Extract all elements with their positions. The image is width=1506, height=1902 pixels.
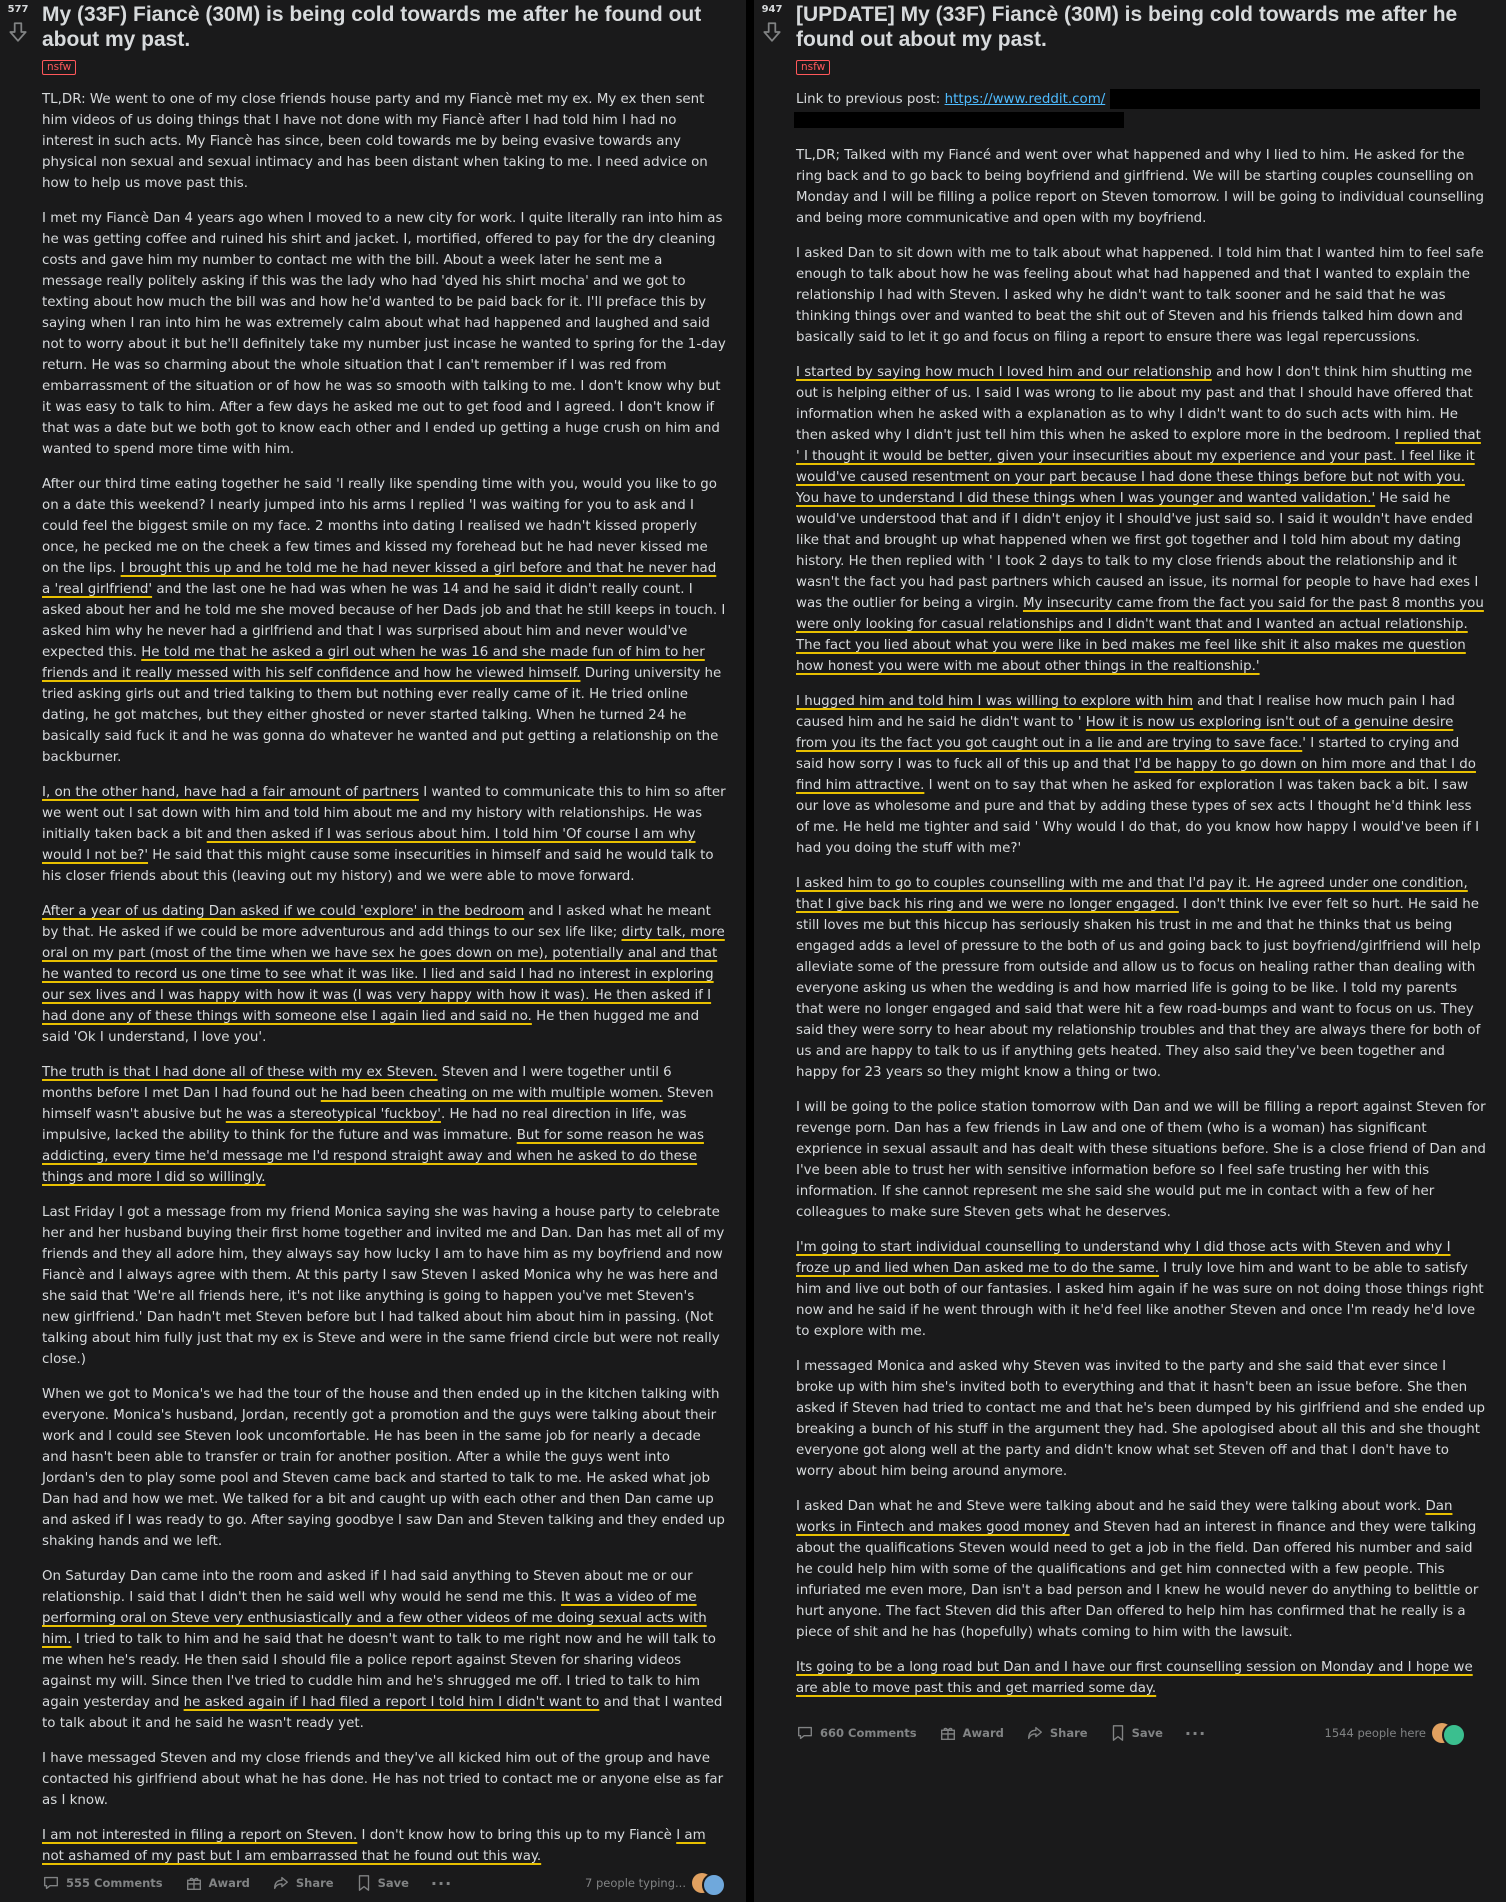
paragraph-text: . He had no real direction in life, was impulsive, lacked the ability to think for the future and was immature. — [42, 1107, 687, 1143]
highlighted-text: dirty talk, more oral on my part (most of the time when we have sex he goes down on me), potentially anal and that he wanted to record us one time to see what it was like. I lied and said I had no interest in exploring our sex lives and I was happy with how it was (I was very happy with how it was). He then asked if I had done any of these things with someone else I again lied and said no. — [42, 925, 725, 1024]
post-paragraph — [42, 1062, 726, 1188]
post-body — [42, 89, 726, 1867]
highlighted-text: I'd be happy to go down on him more and that I do find him attractive. — [796, 757, 1476, 793]
highlighted-text: How it is now us exploring isn't out of a genuine desire from you its the fact you got caught out in a lie and are trying to save face. — [796, 715, 1454, 751]
post-title[interactable]: My (33F) Fiancè (30M) is being cold towards me after he found out about my past. — [42, 3, 702, 51]
post-paragraph — [42, 89, 726, 194]
post-paragraph — [796, 362, 1486, 677]
highlighted-text: The truth is that I had done all of these with my ex Steven. — [42, 1065, 438, 1080]
more-options-icon[interactable]: ··· — [1184, 1723, 1207, 1743]
highlighted-text: I am not interested in filing a report on Steven. — [42, 1828, 358, 1843]
post-paragraph — [796, 1097, 1486, 1223]
save-button[interactable] — [356, 1874, 409, 1892]
post-title[interactable]: [UPDATE] My (33F) Fiancè (30M) is being cold towards me after he found out about my past. — [796, 3, 1458, 51]
paragraph-text: I messaged Monica and asked why Steven was invited to the party and she said that ever since I broke up with him she's invited both to everything and that it hasn't been an issue before. She then asked if Steven had tried to contact me and that he's been dumped by his girlfriend and she ended up breaking a bunch of his stuff in the argument they had. She apologised about all this and she thought everyone got along well at the party and didn't know what set Steven off and that I don't have to worry about him being around anymore. — [796, 1359, 1485, 1479]
highlighted-text: he was a stereotypical 'fuckboy' — [225, 1107, 441, 1122]
paragraph-text: I went on to say that when he asked for exploration I was taken back a bit. I saw our love as wholesome and pure and that by adding these types of sex acts I thought he'd think less of me. He held me tighter and said ' Why would I do that, do you know how happy I would've been if I had you doing the stuff with me?' — [796, 778, 1480, 856]
post-footer — [42, 1867, 726, 1899]
highlighted-text: My insecurity came from the fact you said for the past 8 months you were only looking for casual relationships and I didn't want that and I wanted an actual relationship. The fact you lied about what you were like in bed makes me feel like shit it also makes me question how honest you were with me about other things in the realtionship.' — [796, 596, 1484, 674]
paragraph-text: He then hugged me and said 'Ok I understand, I love you'. — [42, 1009, 700, 1045]
highlighted-text: I am not ashamed of my past but I am embarrassed that he found out this way. — [42, 1828, 706, 1864]
paragraph-text: I don't know how to bring this up to my Fiancè — [357, 1828, 677, 1843]
award-button[interactable] — [939, 1724, 1004, 1742]
post-paragraph — [42, 1384, 726, 1552]
panel-divider — [746, 0, 754, 1902]
post-paragraph — [42, 474, 726, 768]
highlighted-text: I brought this up and he told me he had never kissed a girl before and that he never had a 'real girlfriend' — [42, 561, 717, 597]
update-post — [754, 0, 1506, 1902]
share-label: Share — [1049, 1726, 1088, 1740]
paragraph-text: Steven and I were together until 6 months before I met Dan I had found out — [42, 1065, 672, 1101]
previous-post-link[interactable]: https://www.reddit.com/ — [944, 92, 1106, 107]
highlighted-text: I replied that ' I thought it would be better, given your insecurities about my experience and your past. I feel like it would've caused resentment on your part because I had done these things before but not with you. You have to understand I did these things when I was younger and wanted validation.' — [796, 428, 1481, 506]
paragraph-text: I wanted to communicate this to him so after we went out I sat down with him and told him about me and my history with relationships. He was initially taken back a bit — [42, 785, 726, 842]
nsfw-badge: nsfw — [42, 60, 76, 75]
share-button[interactable] — [1026, 1724, 1088, 1742]
post-footer — [796, 1717, 1486, 1749]
comments-count: 555 Comments — [66, 1876, 163, 1890]
paragraph-text: I asked Dan what he and Steve were talking about and he said they were talking about work. — [796, 1499, 1426, 1514]
paragraph-text: He said he would've understood that and if I didn't enjoy it I should've just said so. I said it wouldn't have ended like that and brought up what happened when we first got together and I told him about my dating history. He then replied with ' I took 2 days to talk to my close friends about the relationship and it wasn't the fact you had past partners which caused an issue, its normal for people to have had exes I was the outlier for being a virgin. — [796, 491, 1479, 611]
paragraph-text: Last Friday I got a message from my friend Monica saying she was having a house party to celebrate her and her husband buying their first home together and invited me and Dan. Dan has met all of my friends and they all adore him, they always say how lucky I am to have him as my boyfriend and now Fiancè and I always agree with them. At this party I saw Steven I asked Monica why he was here and she said that 'We're all friends here, it's not like anything is going to happen you've met Steven's new girlfriend.' Dan hadn't met Steven before but I had talked about him about him in passing. (Not talking about him fully just that my ex is Steve and were in the same friend circle but were not really close.) — [42, 1205, 725, 1367]
paragraph-text: and the last one he had was when he was 14 and he said it didn't really count. I asked about her and he told me she moved because of her Dads job and that he still keeps in touch. I asked him why he never had a girlfriend and that I was surprised about him and never would've expected this. — [42, 582, 726, 660]
post-paragraph — [42, 1825, 726, 1867]
post-content — [796, 0, 1486, 1713]
highlighted-text: He told me that he asked a girl out when he was 16 and she made fun of him to her friends and it really messed with his self confidence and how he viewed himself. — [42, 645, 705, 681]
paragraph-text: I don't think Ive ever felt so hurt. He said he still loves me but this hiccup has seriously shaken his trust in me and that he thinks that us being engaged adds a level of pressure to the both of us and going back to just boyfriend/girlfriend will help alleviate some of the pressure from outside and allow us to focus on healing rather than dealing with everyone asking us when the wedding is and how married life is going to be like. I told my parents that were no longer engaged and said that were hit a few road-bumps and want to focus on us. They said they were sorry to hear about my relationship troubles and that they are always there for both of us and are happy to talk to us if anything gets heated. They also said they've been together and happy for 23 years so they might know a thing or two. — [796, 897, 1481, 1080]
highlighted-text: Dan works in Fintech and makes good money — [796, 1499, 1453, 1535]
paragraph-text: and I asked what he meant by that. He asked if we could be more adventurous and add things to our sex life like; — [42, 904, 711, 940]
post-paragraph — [42, 1748, 726, 1811]
highlighted-text: I, on the other hand, have had a fair amount of partners — [42, 785, 419, 800]
award-label: Award — [208, 1876, 250, 1890]
highlighted-text: and then asked if I was serious about him. I told him 'Of course I am why would I not be?' — [42, 827, 696, 863]
post-paragraph — [42, 782, 726, 887]
downvote-icon[interactable] — [7, 21, 29, 43]
post-paragraph — [42, 208, 726, 460]
highlighted-text: But for some reason he was addicting, every time he'd message me I'd respond straight away and when he asked to do these things and more I did so willingly. — [42, 1128, 704, 1185]
comments-count: 660 Comments — [820, 1726, 917, 1740]
highlighted-text: It was a video of me performing oral on Steve very enthusiastically and a few other videos of me doing sexual acts with him. — [42, 1590, 707, 1647]
redacted-block — [1110, 89, 1480, 109]
vote-score: 947 — [761, 4, 783, 15]
downvote-icon[interactable] — [761, 21, 783, 43]
paragraph-text: He said that this might cause some insecurities in himself and said he would talk to his closer friends about this (leaving out my history) and we were able to move forward. — [42, 848, 714, 884]
vote-column — [754, 0, 790, 43]
post-text — [796, 145, 1486, 1699]
bookmark-icon — [1110, 1724, 1126, 1742]
paragraph-text: Steven himself wasn't abusive but — [42, 1086, 714, 1122]
post-paragraph — [796, 873, 1486, 1083]
viewers-text: 1544 people here — [1324, 1726, 1426, 1740]
post-paragraph — [42, 1202, 726, 1370]
post-paragraph — [796, 1657, 1486, 1699]
post-content — [42, 0, 726, 1881]
paragraph-text: TL,DR; Talked with my Fiancé and went over what happened and why I lied to him. He asked for the ring back and to go back to being boyfriend and girlfriend. We will be starting couples counselling on Monday and I will be filling a police report on Steven tomorrow. I will be going to individual counselling and being more communicative and open with my boyfriend. — [796, 148, 1485, 226]
highlighted-text: he asked again if I had filed a report I told him I didn't want to — [183, 1695, 600, 1710]
paragraph-text: and that I realise how much pain I had caused him and he said he didn't want to ' — [796, 694, 1455, 730]
previous-post-link-line — [796, 89, 1486, 131]
avatar — [702, 1873, 726, 1897]
paragraph-text: When we got to Monica's we had the tour of the house and then ended up in the kitchen talking with everyone. Monica's husband, Jordan, recently got a promotion and the guys were talking about their work and I could see Steven look uncomfortable. He has been in the same job for nearly a decade and hasn't been able to transfer or train for another position. After a while the guys went into Jordan's den to play some pool and Steven came back and started to talk to me. He asked what job Dan had and how we met. We talked for a bit and caught up with each other and then Dan came up and asked if I was ready to go. After saying goodbye I saw Dan and Steven talking and they ended up shaking hands and we left. — [42, 1387, 725, 1549]
paragraph-text: TL,DR: We went to one of my close friends house party and my Fiancè met my ex. My ex then sent him videos of us doing things that I have not done with my Fiancè after I had told him I had no interest in such acts. My Fiancè has since, been cold towards me by being evasive towards any physical non sexual and sexual intimacy and has been distant when taking to me. I need advice on how to help us move past this. — [42, 92, 708, 191]
avatar — [1442, 1723, 1466, 1747]
highlighted-text: I asked him to go to couples counselling with me and that I'd pay it. He agreed under one condition, that I give back his ring and we were no longer engaged. — [796, 876, 1468, 912]
save-button[interactable] — [1110, 1724, 1163, 1742]
comments-button[interactable] — [796, 1724, 917, 1742]
paragraph-text: After our third time eating together he said 'I really like spending time with you, would you like to go on a date this weekend? I nearly jumped into his arms I replied 'I was waiting for you to ask and I could feel the biggest smile on my face. 2 months into dating I realised we hadn't kissed properly once, he pecked me on the cheek a few times and kissed my forehead but he had never kissed me on the lips. — [42, 477, 717, 576]
highlighted-text: he had been cheating on me with multiple women. — [320, 1086, 663, 1101]
vote-score: 577 — [7, 4, 29, 15]
paragraph-text: I truly love him and want to be able to satisfy him and live out both of our fantasies. I asked him again if he was sure on not doing those things right now and he said if he went through with it he'd feel like another Steven and once I'm ready he'd love to explore with me. — [796, 1261, 1484, 1339]
paragraph-text: I have messaged Steven and my close friends and they've all kicked him out of the group and have contacted his girlfriend about what he has done. He has not tried to contact me or anyone else as far as I know. — [42, 1751, 724, 1808]
comment-icon — [796, 1724, 814, 1742]
paragraph-text: ' I started to crying and said how sorry I was to fuck all of this up and that — [796, 736, 1460, 772]
post-paragraph — [796, 691, 1486, 859]
avatar-group — [1432, 1722, 1466, 1744]
paragraph-text: and how I don't think him shutting me out is helping either of us. I said I was wrong to lie about my past and that I should have offered that information when he asked with a explanation as to why I didn't want to do such acts with him. He then asked why I didn't just tell him this when he asked to explore more in the bedroom. — [796, 365, 1473, 443]
post-paragraph — [42, 901, 726, 1048]
redacted-block — [794, 112, 1124, 128]
post-paragraph — [796, 1496, 1486, 1643]
award-icon — [185, 1874, 203, 1892]
save-label: Save — [1131, 1726, 1163, 1740]
comments-button[interactable] — [42, 1874, 163, 1892]
post-paragraph — [796, 243, 1486, 348]
paragraph-text: and that I wanted to talk about it and he said he wasn't ready yet. — [42, 1695, 723, 1731]
award-icon — [939, 1724, 957, 1742]
typing-text: 7 people typing... — [585, 1876, 686, 1890]
share-label: Share — [295, 1876, 334, 1890]
share-button[interactable] — [272, 1874, 334, 1892]
nsfw-badge: nsfw — [796, 60, 830, 75]
typing-indicator — [585, 1872, 726, 1894]
live-viewers — [1325, 1722, 1466, 1744]
more-options-icon[interactable]: ··· — [430, 1873, 453, 1893]
post-paragraph — [796, 1237, 1486, 1342]
share-icon — [1026, 1724, 1044, 1742]
vote-column — [0, 0, 36, 43]
post-paragraph — [796, 1356, 1486, 1482]
post-paragraph — [796, 145, 1486, 229]
link-label: Link to previous post: — [796, 92, 945, 107]
paragraph-text: I asked Dan to sit down with me to talk about what happened. I told him that I wanted him to feel safe enough to talk about how he was feeling about what had happened and that I wanted to explain the relationship I had with Steven. I asked why he didn't want to talk sooner and he said that he was thinking things over and wanted to beat the shit out of Steven and his friends talked him down and basically said to let it go and focus on filing a report to ensure there was legal repercussions. — [796, 246, 1484, 345]
paragraph-text: I met my Fiancè Dan 4 years ago when I moved to a new city for work. I quite literally ran into him as he was getting coffee and ruined his shirt and jacket. I, mortified, offered to pay for the dry cleaning costs and gave him my number to contact me with the bill. About a week later he sent me a message really politely asking if this was the lady who had 'dyed his shirt mocha' and we got to texting about how much the bill was and how he'd wanted to be paid back for it. I'll preface this by saying when I ran into him he was extremely calm about what had happened and laughed and said not to worry about it but he'll definitely take my number just incase he wanted to spring for the 1-day return. He was so charming about the whole situation that I can't remember if I was red from embarrassment of the situation or of how he was so smooth with talking to me. I don't know why but it was easy to talk to him. After a few days he asked me out to get food and I agreed. I don't know if that was a date but we both got to know each other and I ended up getting a huge crush on him and wanted to spend more time with him. — [42, 211, 726, 457]
paragraph-text: On Saturday Dan came into the room and asked if I had said anything to Steven about me or our relationship. I said that I didn't then he said well why would he send me this. — [42, 1569, 693, 1605]
paragraph-text: During university he tried asking girls out and tried talking to them but nothing ever really came of it. He tried online dating, he got matches, but they either ghosted or never started talking. When he turned 24 he basically said fuck it and he was gonna do whatever he wanted and put getting a relationship on the backburner. — [42, 666, 722, 765]
save-label: Save — [377, 1876, 409, 1890]
highlighted-text: I started by saying how much I loved him and our relationship — [796, 365, 1212, 380]
highlighted-text: After a year of us dating Dan asked if we could 'explore' in the bedroom — [42, 904, 525, 919]
paragraph-text: I will be going to the police station tomorrow with Dan and we will be filling a report against Steven for revenge porn. Dan has a few friends in Law and one of them (who is a woman) has significant exprience in sexual assault and has dealt with these situations before. She is a close friend of Dan and I've been able to trust her with sensitive information before so I feel safe trusting her with this information. If she cannot represent me she said she would put me in contact with a few of her colleagues to make sure Steven gets what he deserves. — [796, 1100, 1486, 1220]
paragraph-text: I tried to talk to him and he said that he doesn't want to talk to me right now and he will talk to me when he's ready. He then said I should file a police report against Steven for sharing videos against my will. Since then I've tried to cuddle him and he's shrugged me off. I tried to talk to him again yesterday and — [42, 1632, 716, 1710]
highlighted-text: I hugged him and told him I was willing to explore with him — [796, 694, 1193, 709]
highlighted-text: I'm going to start individual counselling to understand why I did those acts with Steven and why I froze up and lied when Dan asked me to do the same. — [796, 1240, 1451, 1276]
highlighted-text: Its going to be a long road but Dan and I have our first counselling session on Monday and I hope we are able to move past this and get married some day. — [796, 1660, 1473, 1696]
paragraph-text: and Steven had an interest in finance and they were talking about the qualifications Steven would need to get a job in the field. Dan offered his number and said he could help him with some of the qualifications and get him connected with a few people. This infuriated me even more, Dan isn't a bad person and I knew he would never do anything to belittle or hurt anyone. The fact Steven did this after Dan offered to help him has confirmed that he really is a piece of shit and he has (hopefully) whats coming to him with the lawsuit. — [796, 1520, 1479, 1640]
post-paragraph — [42, 1566, 726, 1734]
comment-icon — [42, 1874, 60, 1892]
original-post — [0, 0, 746, 1902]
avatar-group — [692, 1872, 726, 1894]
share-icon — [272, 1874, 290, 1892]
award-button[interactable] — [185, 1874, 250, 1892]
post-body — [796, 89, 1486, 1699]
bookmark-icon — [356, 1874, 372, 1892]
award-label: Award — [962, 1726, 1004, 1740]
